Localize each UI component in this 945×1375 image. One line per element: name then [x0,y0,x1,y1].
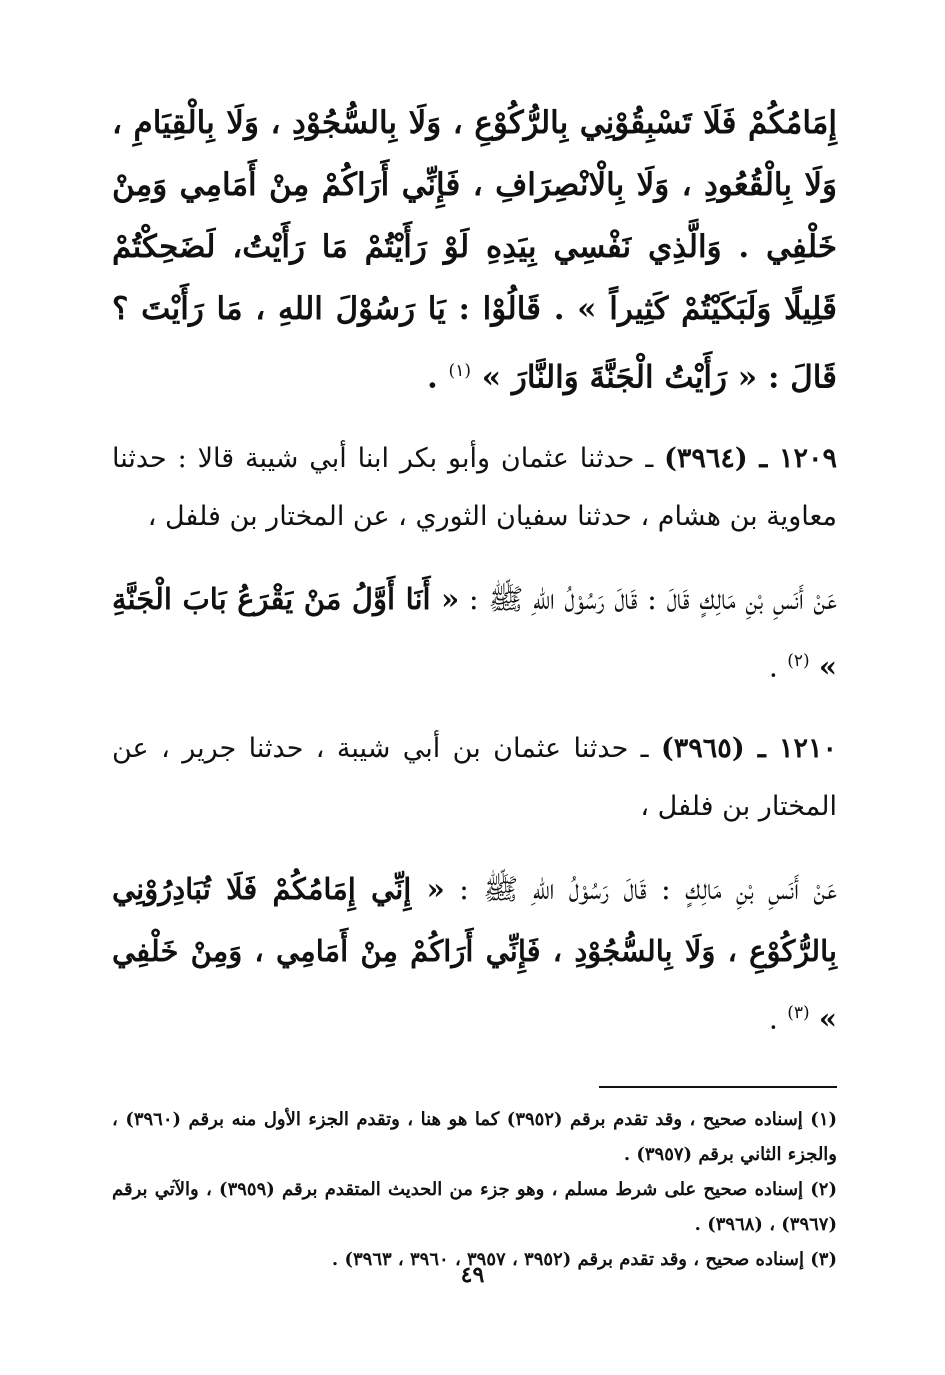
narrator-1210: عَنْ أَنَسِ بْنِ مَالِكٍ : قَالَ رَسُوْلُ اللهِ ﷺ : [459,871,837,906]
matn-1210 [112,858,837,1050]
matn-1209-text: « أَنَا أَوَّلُ مَنْ يَقْرَعُ بَابَ الْجَنَّةِ » [112,582,837,684]
isnad-1209 [112,430,837,546]
footnote-ref-2: (٢) [787,651,810,672]
matn-1210-end: . [768,1001,779,1036]
narrator-1209: عَنْ أَنَسِ بْنِ مَالِكٍ قَالَ : قَالَ رَسُوْلُ اللهِ ﷺ : [468,582,837,617]
hadith-continuation-text: إِمَامُكُمْ فَلَا تَسْبِقُوْنِي بِالرُّكُوْعِ ، وَلَا بِالسُّجُوْدِ ، وَلَا بِالْقِيَامِ ، وَلَا بِالْقُعُودِ ، وَلَا بِالْانْصِرَافِ ، فَإِنِّي أَرَاكُمْ مِنْ أَمَامِي وَمِنْ خَلْفِي . وَالَّذِي نَفْسِي بِيَدِهِ لَوْ رَأَيْتُمْ مَا رَأَيْتُ، لَضَحِكْتُمْ قَلِيلًا وَلَبَكَيْتُمْ كَثِيراً » . قَالُوْا : يَا رَسُوْلَ اللهِ ، مَا رَأَيْتَ ؟ قَالَ : « رَأَيْتُ الْجَنَّةَ وَالنَّارَ » [112,105,837,396]
footnote-ref-1: (١) [448,361,471,381]
page-number: ٤٩ [460,1262,485,1288]
matn-1209-end: . [768,649,779,684]
footnote-2: (٢) إسناده صحيح على شرط مسلم ، وهو جزء من الحديث المتقدم برقم (٣٩٥٩) ، والآتي برقم (٣٩٦٧) ، (٣٩٦٨) . [112,1178,837,1235]
hadith-continuation [112,92,837,408]
footnote-1: (١) إسناده صحيح ، وقد تقدم برقم (٣٩٥٢) كما هو هنا ، وتقدم الجزء الأول منه برقم (٣٩٦٠) ، والجزء الثاني برقم (٣٩٥٧) . [112,1108,838,1165]
footnote-3: (٣) إسناده صحيح ، وقد تقدم برقم (٣٩٥٢ ، ٣٩٥٧ ، ٣٩٦٠ ، ٣٩٦٣) . [331,1248,837,1270]
footnote-divider [599,1086,837,1088]
matn-1209 [112,568,837,698]
hadith-number-1210: ١٢١٠ ـ (٣٩٦٥) [661,732,837,764]
hadith-number-1209: ١٢٠٩ ـ (٣٩٦٤) [664,443,837,475]
hadith-continuation-end: . [426,359,438,396]
isnad-1210-text: ـ حدثنا عثمان بن أبي شيبة ، حدثنا جرير ، عن المختار بن فلفل ، [112,732,837,822]
matn-1210-text: « إِنِّي إِمَامُكُمْ فَلَا تُبَادِرُوْنِي بِالرُّكُوْعِ ، وَلَا بِالسُّجُوْدِ ، فَإِنِّي أَرَاكُمْ مِنْ أَمَامِي ، وَمِنْ خَلْفِي » [112,871,837,1036]
isnad-1209-text: ـ حدثنا عثمان وأبو بكر ابنا أبي شيبة قالا : حدثنا معاوية بن هشام ، حدثنا سفيان الثوري ، عن المختار بن فلفل ، [112,443,837,533]
footnote-ref-3: (٣) [787,1002,810,1023]
isnad-1210 [112,720,837,836]
footnotes [112,1102,837,1277]
